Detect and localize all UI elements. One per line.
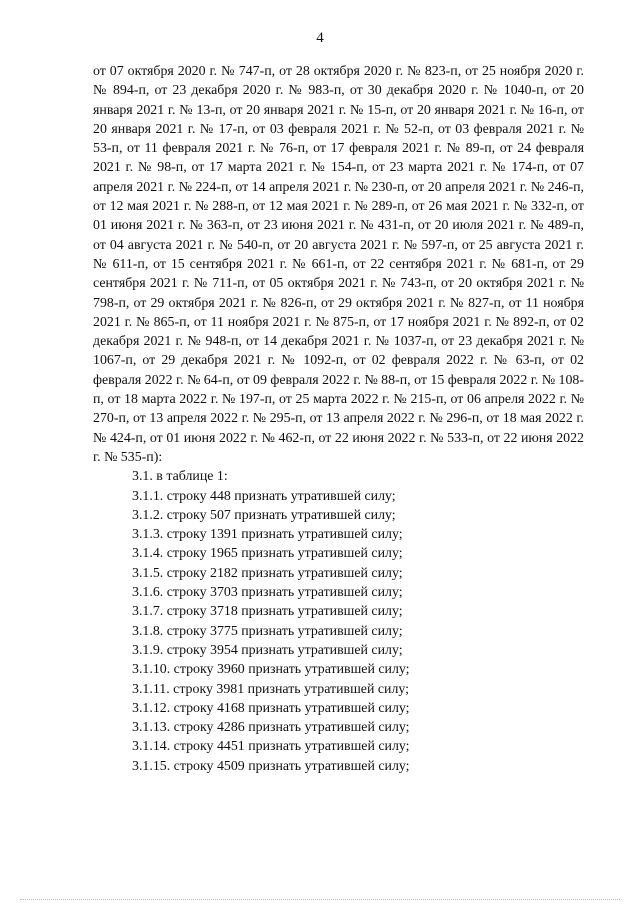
list-item: 3.1.4. строку 1965 признать утратившей силу; xyxy=(132,546,403,562)
list-item: 3.1.3. строку 1391 признать утратившей силу; xyxy=(132,527,403,543)
list-item: 3.1.7. строку 3718 признать утратившей силу; xyxy=(132,604,403,620)
list-item: 3.1.15. строку 4509 признать утратившей силу; xyxy=(132,758,410,774)
list-item: 3.1.12. строку 4168 признать утратившей силу; xyxy=(132,700,410,716)
scan-edge-divider xyxy=(20,899,620,903)
item-list xyxy=(93,467,584,776)
list-item: 3.1.13. строку 4286 признать утратившей силу; xyxy=(132,720,410,736)
list-item: 3.1.8. строку 3775 признать утратившей силу; xyxy=(132,623,403,639)
list-item: 3.1.11. строку 3981 признать утратившей силу; xyxy=(132,681,410,697)
list-item: 3.1.1. строку 448 признать утратившей силу; xyxy=(132,488,396,504)
list-item: 3.1.2. строку 507 признать утратившей силу; xyxy=(132,507,396,523)
document-body xyxy=(93,62,584,776)
list-item: 3.1. в таблице 1: xyxy=(132,469,228,485)
list-item: 3.1.14. строку 4451 признать утратившей силу; xyxy=(132,739,410,755)
list-item: 3.1.5. строку 2182 признать утратившей силу; xyxy=(132,565,403,581)
body-paragraph: от 07 октября 2020 г. № 747-п, от 28 октября 2020 г. № 823-п, от 25 ноября 2020 г. № 894-п, от 23 декабря 2020 г. № 983-п, от 30 декабря 2020 г. № 1040-п, от 20 января 2021 г. № 13-п, от 20 января 2021 г. № 15-п, от 20 января 2021 г. № 16-п, от 20 января 2021 г. № 17-п, от 03 февраля 2021 г. № 52-п, от 03 февраля 2021 г. № 53-п, от 11 февраля 2021 г. № 76-п, от 17 февраля 2021 г. № 89-п, от 24 февраля 2021 г. № 98-п, от 17 марта 2021 г. № 154-п, от 23 марта 2021 г. № 174-п, от 07 апреля 2021 г. № 224-п, от 14 апреля 2021 г. № 230-п, от 20 апреля 2021 г. № 246-п, от 12 мая 2021 г. № 288-п, от 12 мая 2021 г. № 289-п, от 26 мая 2021 г. № 332-п, от 01 июня 2021 г. № 363-п, от 23 июня 2021 г. № 431-п, от 20 июля 2021 г. № 489-п, от 04 августа 2021 г. № 540-п, от 20 августа 2021 г. № 597-п, от 25 августа 2021 г. № 611-п, от 15 сентября 2021 г. № 661-п, от 22 сентября 2021 г. № 681-п, от 29 сентября 2021 г. № 711-п, от 05 октября 2021 г. № 743-п, от 20 октября 2021 г. № 798-п, от 29 октября 2021 г. № 826-п, от 29 октября 2021 г. № 827-п, от 11 ноября 2021 г. № 865-п, от 11 ноября 2021 г. № 875-п, от 17 ноября 2021 г. № 892-п, от 02 декабря 2021 г. № 948-п, от 14 декабря 2021 г. № 1037-п, от 23 декабря 2021 г. № 1067-п, от 29 декабря 2021 г. № 1092-п, от 02 февраля 2022 г. № 63-п, от 02 февраля 2022 г. № 64-п, от 09 февраля 2022 г. № 88-п, от 15 февраля 2022 г. № 108-п, от 18 марта 2022 г. № 197-п, от 25 марта 2022 г. № 215-п, от 06 апреля 2022 г. № 270-п, от 13 апреля 2022 г. № 295-п, от 13 апреля 2022 г. № 296-п, от 18 мая 2022 г. № 424-п, от 01 июня 2022 г. № 462-п, от 22 июня 2022 г. № 533-п, от 22 июня 2022 г. № 535-п): xyxy=(93,64,585,465)
list-item: 3.1.6. строку 3703 признать утратившей силу; xyxy=(132,585,403,601)
list-item: 3.1.9. строку 3954 признать утратившей силу; xyxy=(132,642,403,658)
list-item: 3.1.10. строку 3960 признать утратившей силу; xyxy=(132,662,410,678)
page-number: 4 xyxy=(316,30,324,46)
